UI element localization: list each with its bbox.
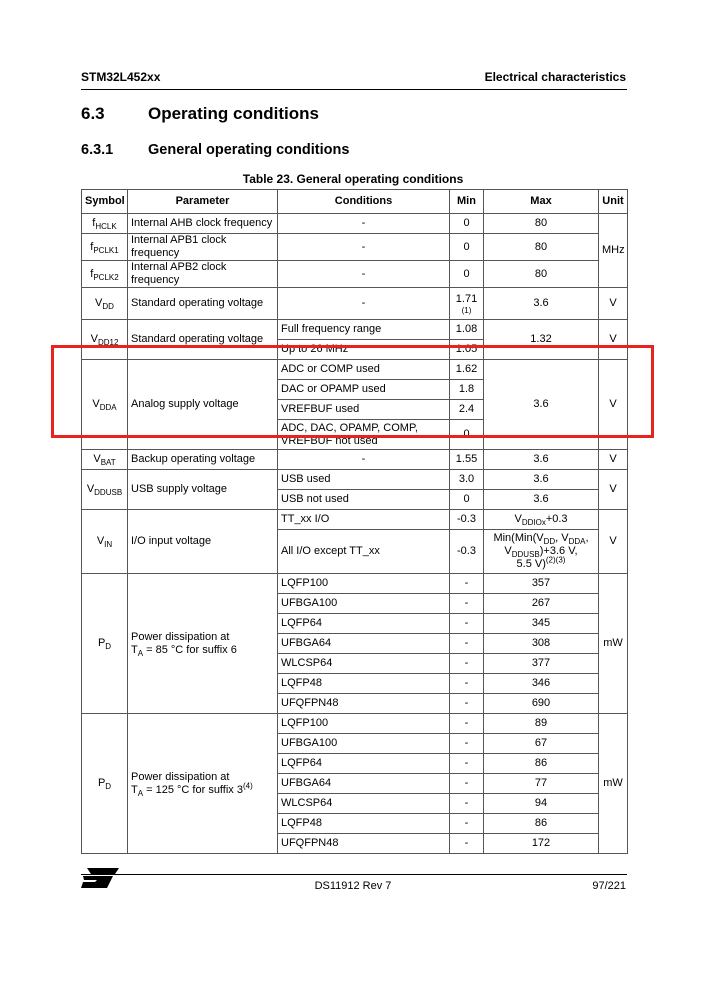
header-divider	[81, 89, 627, 90]
min-cell: -	[450, 834, 484, 854]
conditions-cell: UFBGA64	[278, 634, 450, 654]
header-doc-title: STM32L452xx	[81, 70, 161, 84]
unit-cell: MHz	[599, 214, 628, 288]
conditions-cell: ADC, DAC, OPAMP, COMP, VREFBUF not used	[278, 420, 450, 450]
max-cell: 3.6	[484, 288, 599, 320]
conditions-cell: USB not used	[278, 490, 450, 510]
min-cell: 1.05	[450, 340, 484, 360]
min-cell: -	[450, 714, 484, 734]
conditions-cell: -	[278, 234, 450, 261]
table-row	[82, 234, 628, 261]
table-row	[82, 320, 628, 340]
conditions-cell: UFQFPN48	[278, 834, 450, 854]
max-cell: 172	[484, 834, 599, 854]
document-id: DS11912 Rev 7	[314, 880, 392, 892]
max-cell: 267	[484, 594, 599, 614]
unit-cell: V	[599, 320, 628, 360]
unit-cell: V	[599, 450, 628, 470]
symbol-cell: $V_{DD12}$	[82, 320, 128, 360]
conditions-cell: TT_xx I/O	[278, 510, 450, 530]
max-cell: 3.6	[484, 490, 599, 510]
max-cell: 77	[484, 774, 599, 794]
unit-cell: mW	[599, 574, 628, 714]
conditions-cell: UFQFPN48	[278, 694, 450, 714]
max-cell: 3.6	[484, 450, 599, 470]
table-row	[82, 450, 628, 470]
conditions-cell: ADC or COMP used	[278, 360, 450, 380]
section-number: 6.3	[81, 104, 105, 123]
parameter-cell: Internal APB1 clock frequency	[128, 234, 278, 261]
min-cell: -	[450, 754, 484, 774]
min-cell: -	[450, 814, 484, 834]
table-row	[82, 470, 628, 490]
unit-cell: V	[599, 360, 628, 450]
max-cell: 80	[484, 261, 599, 288]
min-cell: -	[450, 694, 484, 714]
conditions-cell: LQFP100	[278, 714, 450, 734]
table-row	[82, 574, 628, 594]
conditions-cell: WLCSP64	[278, 654, 450, 674]
page-number: 97/221	[592, 880, 626, 892]
parameter-cell: USB supply voltage	[128, 470, 278, 510]
symbol-cell: $V_{BAT}$	[82, 450, 128, 470]
conditions-cell: -	[278, 450, 450, 470]
conditions-cell: Full frequency range	[278, 320, 450, 340]
conditions-cell: LQFP64	[278, 754, 450, 774]
min-cell: 0	[450, 234, 484, 261]
min-cell: -	[450, 614, 484, 634]
max-cell: 308	[484, 634, 599, 654]
max-cell: 377	[484, 654, 599, 674]
unit-cell: V	[599, 510, 628, 574]
conditions-cell: USB used	[278, 470, 450, 490]
conditions-cell: LQFP100	[278, 574, 450, 594]
max-cell: 80	[484, 234, 599, 261]
symbol-cell: $V_{DD}$	[82, 288, 128, 320]
operating-conditions-table	[81, 189, 628, 854]
symbol-cell: $P_D$	[82, 714, 128, 854]
min-cell: 0	[450, 490, 484, 510]
max-cell: 3.6	[484, 470, 599, 490]
max-cell: 94	[484, 794, 599, 814]
col-header-symbol: Symbol	[82, 190, 128, 214]
symbol-cell: $V_{DDUSB}$	[82, 470, 128, 510]
min-cell: 1.08	[450, 320, 484, 340]
min-cell: -	[450, 774, 484, 794]
min-cell: -	[450, 674, 484, 694]
conditions-cell: UFBGA100	[278, 594, 450, 614]
min-cell: 1.71 (1)	[450, 288, 484, 320]
min-cell: -0.3	[450, 530, 484, 574]
subsection-number: 6.3.1	[81, 142, 114, 158]
max-cell: 89	[484, 714, 599, 734]
min-cell: 0	[450, 261, 484, 288]
min-cell: -	[450, 574, 484, 594]
min-cell: -	[450, 794, 484, 814]
max-cell: 67	[484, 734, 599, 754]
symbol-cell: $f_{PCLK2}$	[82, 261, 128, 288]
header-section-title: Electrical characteristics	[484, 70, 626, 84]
conditions-cell: UFBGA100	[278, 734, 450, 754]
conditions-cell: All I/O except TT_xx	[278, 530, 450, 574]
min-cell: 1.62	[450, 360, 484, 380]
min-cell: -	[450, 734, 484, 754]
parameter-cell: I/O input voltage	[128, 510, 278, 574]
col-header-max: Max	[484, 190, 599, 214]
max-cell: 86	[484, 814, 599, 834]
conditions-cell: Up to 26 MHz	[278, 340, 450, 360]
footer-divider	[81, 874, 627, 875]
parameter-cell: Analog supply voltage	[128, 360, 278, 450]
table-row	[82, 510, 628, 530]
parameter-cell: Backup operating voltage	[128, 450, 278, 470]
subsection-title: General operating conditions	[148, 142, 350, 158]
min-cell: 3.0	[450, 470, 484, 490]
conditions-cell: UFBGA64	[278, 774, 450, 794]
footnote-ref: (1)	[461, 305, 472, 315]
max-cell: $V_{DDIOx}+0.3$	[484, 510, 599, 530]
col-header-conditions: Conditions	[278, 190, 450, 214]
table-row	[82, 214, 628, 234]
subsection-heading	[81, 142, 350, 158]
min-cell: -	[450, 654, 484, 674]
col-header-min: Min	[450, 190, 484, 214]
conditions-cell: -	[278, 214, 450, 234]
max-cell: $Min(Min(V_{DD}$, $V_{DDA}$, $V_{DDUSB})+3.6$ V, 5.5 V)$^{(2)(3)}$	[484, 530, 599, 574]
min-cell: -	[450, 634, 484, 654]
section-heading	[81, 104, 319, 124]
table-header-row	[82, 190, 628, 214]
max-cell: 3.6	[484, 360, 599, 450]
unit-cell: V	[599, 288, 628, 320]
table-caption: Table 23. General operating conditions	[242, 172, 464, 186]
min-cell: 1.55	[450, 450, 484, 470]
conditions-cell: WLCSP64	[278, 794, 450, 814]
symbol-cell: $f_{PCLK1}$	[82, 234, 128, 261]
symbol-cell: $V_{IN}$	[82, 510, 128, 574]
symbol-cell: $f_{HCLK}$	[82, 214, 128, 234]
table-row	[82, 288, 628, 320]
conditions-cell: -	[278, 261, 450, 288]
parameter-cell: Standard operating voltage	[128, 320, 278, 360]
unit-cell: V	[599, 470, 628, 510]
conditions-cell: LQFP64	[278, 614, 450, 634]
table-row	[82, 360, 628, 380]
conditions-cell: -	[278, 288, 450, 320]
max-cell: 345	[484, 614, 599, 634]
parameter-cell: Standard operating voltage	[128, 288, 278, 320]
max-cell: 86	[484, 754, 599, 774]
min-cell: 0	[450, 420, 484, 450]
min-cell: 0	[450, 214, 484, 234]
conditions-cell: LQFP48	[278, 674, 450, 694]
max-cell: 1.32	[484, 320, 599, 360]
table-row	[82, 261, 628, 288]
conditions-cell: DAC or OPAMP used	[278, 380, 450, 400]
max-cell: 80	[484, 214, 599, 234]
parameter-cell: Power dissipation at $T_A = 125$ °C for suffix 3$^{(4)}$	[128, 714, 278, 854]
max-cell: 357	[484, 574, 599, 594]
min-cell: -0.3	[450, 510, 484, 530]
conditions-cell: LQFP48	[278, 814, 450, 834]
min-cell: 2.4	[450, 400, 484, 420]
table-row	[82, 714, 628, 734]
col-header-parameter: Parameter	[128, 190, 278, 214]
conditions-cell: VREFBUF used	[278, 400, 450, 420]
symbol-cell: $P_D$	[82, 574, 128, 714]
parameter-cell: Internal AHB clock frequency	[128, 214, 278, 234]
section-title: Operating conditions	[148, 104, 319, 123]
max-cell: 346	[484, 674, 599, 694]
min-cell: 1.8	[450, 380, 484, 400]
symbol-cell: $V_{DDA}$	[82, 360, 128, 450]
parameter-cell: Power dissipation at $T_A = 85$ °C for suffix 6	[128, 574, 278, 714]
unit-cell: mW	[599, 714, 628, 854]
min-cell: -	[450, 594, 484, 614]
parameter-cell: Internal APB2 clock frequency	[128, 261, 278, 288]
col-header-unit: Unit	[599, 190, 628, 214]
max-cell: 690	[484, 694, 599, 714]
